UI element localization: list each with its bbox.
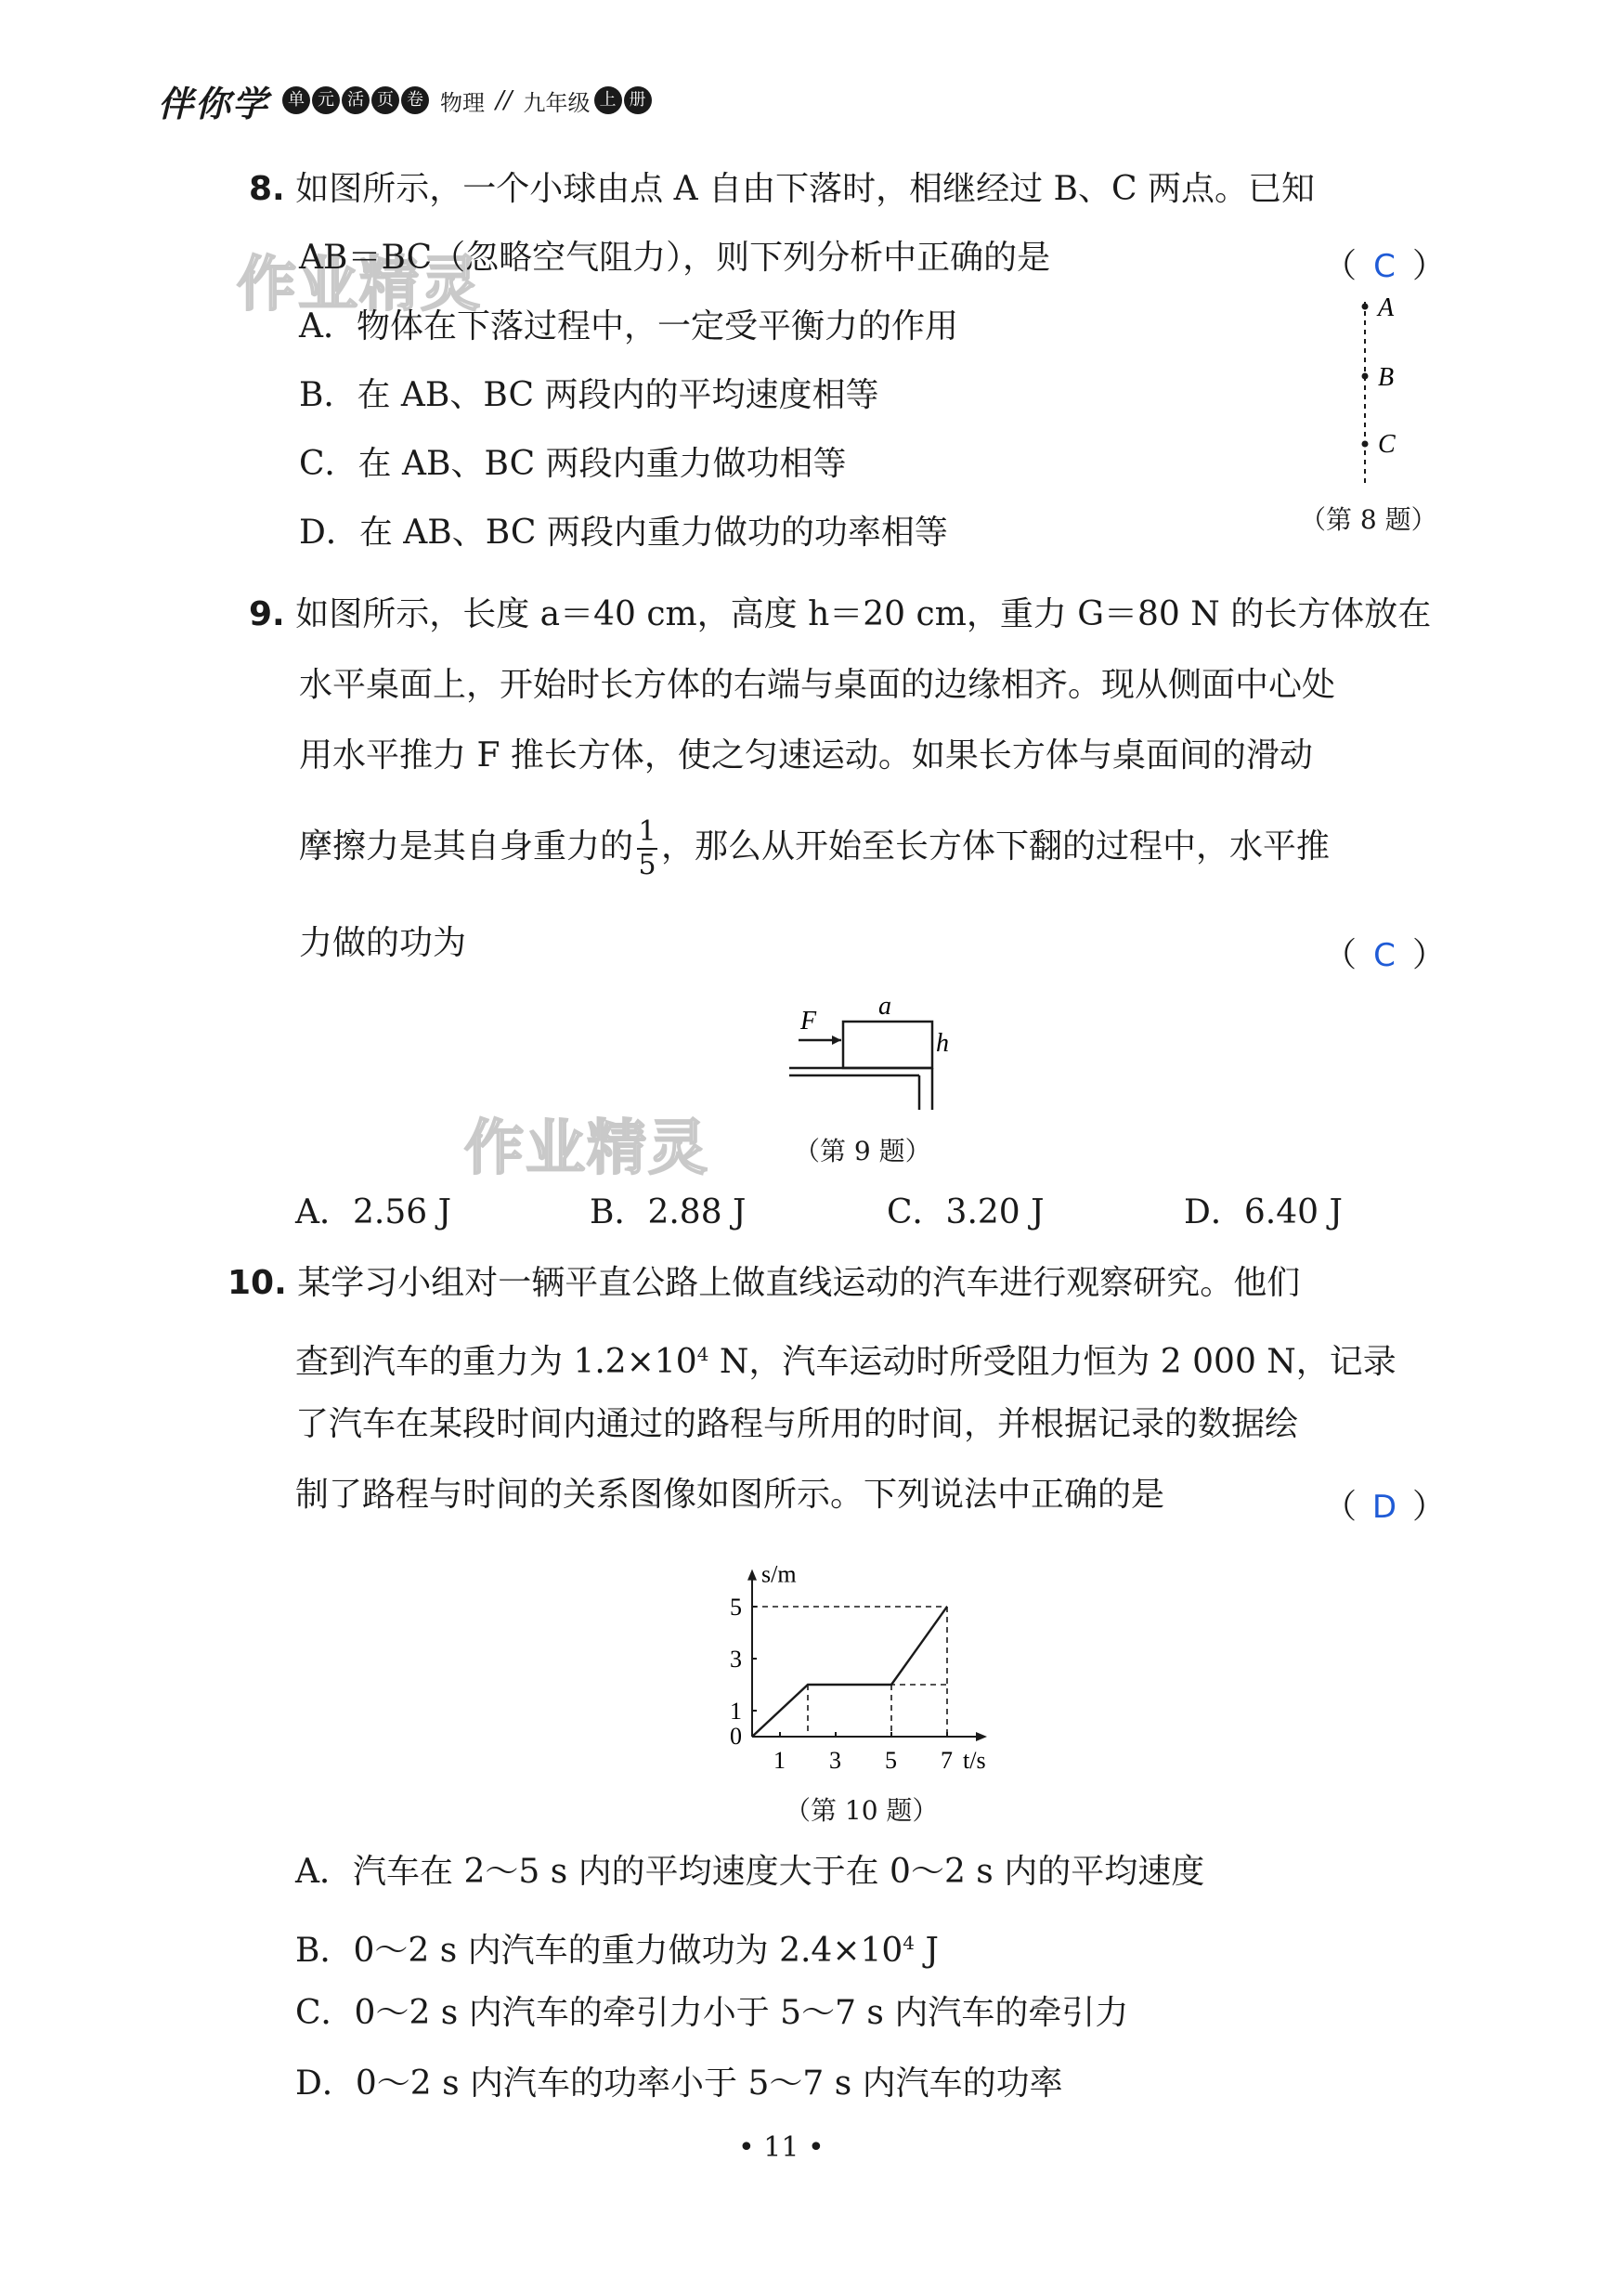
series-badge — [282, 86, 431, 114]
q9-line4 — [299, 810, 1330, 884]
volume-char: 册 — [624, 86, 652, 114]
q10-text-line1: 某学习小组对一辆平直公路上做直线运动的汽车进行观察研究。他们 — [297, 1264, 1301, 1302]
x-axis-arrow — [976, 1732, 987, 1741]
q9-text-line4-pre: 摩擦力是其自身重力的 — [299, 827, 634, 866]
volume-char: 上 — [594, 86, 622, 114]
x-tick-label: 7 — [941, 1747, 953, 1774]
q8-figure — [1337, 279, 1411, 492]
q10-text-line2-post: N，汽车运动时所受阻力恒为 2 000 N，记录 — [708, 1343, 1397, 1381]
badge-char: 单 — [282, 86, 310, 114]
q9-option-c: C．3.20 J — [887, 1193, 1045, 1231]
q10-option-c — [295, 1993, 1128, 2034]
series-line — [752, 1607, 947, 1737]
paren-open: （ — [1323, 936, 1358, 974]
q10-text-line4: 制了路程与时间的关系图像如图所示。下列说法中正确的是 — [295, 1476, 1165, 1514]
fraction-one-fifth — [637, 816, 657, 881]
label-a-length: a — [878, 992, 891, 1021]
q8-option-c: C．在 AB、BC 两段内重力做功相等 — [299, 445, 847, 483]
label-a: A — [1378, 293, 1395, 322]
q9-option-b: B．2.88 J — [590, 1193, 747, 1231]
header-separator: // — [496, 86, 513, 114]
q8-number: 8. — [249, 170, 285, 208]
badge-char: 元 — [312, 86, 340, 114]
q9-text-line1: 如图所示，长度 a＝40 cm，高度 h＝20 cm，重力 G＝80 N 的长方体放在 — [295, 595, 1432, 633]
q10-text-line3: 了汽车在某段时间内通过的路程与所用的时间，并根据记录的数据绘 — [295, 1405, 1299, 1443]
paren-close: ） — [1412, 1488, 1447, 1526]
y-axis-label: s/m — [761, 1560, 797, 1588]
force-arrowhead — [832, 1035, 841, 1045]
q10-chart — [715, 1542, 1012, 1783]
y-tick-label: 3 — [730, 1646, 742, 1673]
q9-line1 — [249, 594, 1431, 635]
watermark: 作业精灵 — [464, 1114, 709, 1183]
q9-text-line3: 用水平推力 F 推长方体，使之匀速运动。如果长方体与桌面间的滑动 — [299, 736, 1313, 775]
q9-number: 9. — [249, 595, 285, 633]
q10-text-line2-pre: 查到汽车的重力为 1.2×10 — [295, 1343, 697, 1381]
volume-badge — [594, 86, 654, 114]
q10-option-d-text: D．0～2 s 内汽车的功率小于 5～7 s 内汽车的功率 — [295, 2064, 1063, 2103]
q10-number: 10. — [227, 1264, 287, 1302]
point-c — [1362, 441, 1369, 448]
q10-line1 — [227, 1263, 1300, 1304]
origin-label: 0 — [730, 1723, 742, 1750]
x-tick-label: 1 — [773, 1747, 786, 1774]
q9-answer: C — [1373, 937, 1396, 974]
q10-option-b-unit: J — [915, 1932, 939, 1970]
label-f: F — [800, 1007, 817, 1035]
q8-answer: C — [1373, 248, 1396, 285]
watermark: 作业精灵 — [237, 251, 482, 319]
q10-option-a — [295, 1852, 1204, 1893]
badge-char: 页 — [371, 86, 399, 114]
q9-text-line4-post: ，那么从开始至长方体下翻的过程中，水平推 — [661, 827, 1331, 866]
y-tick-label: 1 — [730, 1698, 742, 1725]
q9-text-line5: 力做的功为 — [299, 924, 467, 962]
x-tick-label: 3 — [829, 1747, 841, 1774]
badge-char: 卷 — [401, 86, 429, 114]
q10-option-b — [295, 1922, 939, 1972]
frac-denominator: 5 — [638, 849, 656, 881]
q8-caption: （第 8 题） — [1300, 504, 1437, 535]
label-c: C — [1378, 430, 1396, 459]
q9-answer-bracket — [1323, 929, 1446, 976]
page-header — [158, 72, 654, 128]
y-tick-label: 5 — [730, 1594, 742, 1621]
q9-option-d: D．6.40 J — [1184, 1193, 1343, 1231]
q10-option-c-text: C．0～2 s 内汽车的牵引力小于 5～7 s 内汽车的牵引力 — [295, 1994, 1129, 2032]
q10-caption: （第 10 题） — [785, 1795, 939, 1826]
paren-open: （ — [1323, 1488, 1358, 1526]
q10-option-a-text: A．汽车在 2～5 s 内的平均速度大于在 0～2 s 内的平均速度 — [295, 1853, 1205, 1891]
label-b: B — [1378, 363, 1395, 392]
q9-text-line2: 水平桌面上，开始时长方体的右端与桌面的边缘相齐。现从侧面中心处 — [299, 666, 1336, 704]
frac-numerator: 1 — [638, 815, 656, 848]
q10-answer-bracket — [1323, 1480, 1446, 1528]
subject-label: 物理 — [440, 89, 486, 116]
x-tick-label: 5 — [885, 1747, 897, 1774]
q8-option-a: A．物体在下落过程中，一定受平衡力的作用 — [299, 307, 958, 345]
q10-option-b-exponent: 4 — [903, 1932, 916, 1954]
q8-option-b: B．在 AB、BC 两段内的平均速度相等 — [299, 376, 879, 414]
y-axis-arrow — [747, 1569, 757, 1581]
q8-line1 — [249, 169, 1315, 210]
q9-caption: （第 9 题） — [794, 1136, 931, 1166]
q8-option-d: D．在 AB、BC 两段内重力做功的功率相等 — [299, 514, 948, 552]
q10-answer: D — [1371, 1489, 1397, 1526]
q10-option-d — [295, 2064, 1063, 2104]
block — [843, 1022, 932, 1068]
point-b — [1362, 373, 1369, 380]
q8-text-line2: AB＝BC（忽略空气阻力），则下列分析中正确的是 — [299, 239, 1051, 277]
page-number: • 11 • — [738, 2131, 825, 2164]
badge-char: 活 — [342, 86, 370, 114]
q10-exponent: 4 — [696, 1343, 709, 1365]
q9-figure — [780, 984, 984, 1124]
brand-title: 伴你学 — [158, 83, 270, 124]
q9-option-a: A．2.56 J — [295, 1193, 452, 1231]
q10-option-b-text: B．0～2 s 内汽车的重力做功为 2.4×10 — [295, 1932, 903, 1970]
x-axis-label: t/s — [963, 1747, 986, 1774]
point-a — [1362, 304, 1369, 310]
paren-open: （ — [1323, 247, 1358, 285]
label-h: h — [936, 1029, 949, 1058]
paren-close: ） — [1412, 936, 1447, 974]
q10-line2 — [295, 1334, 1397, 1383]
grade-label: 九年级 — [523, 89, 591, 116]
q8-text-line1: 如图所示，一个小球由点 A 自由下落时，相继经过 B、C 两点。已知 — [295, 170, 1315, 208]
paren-close: ） — [1412, 247, 1447, 285]
